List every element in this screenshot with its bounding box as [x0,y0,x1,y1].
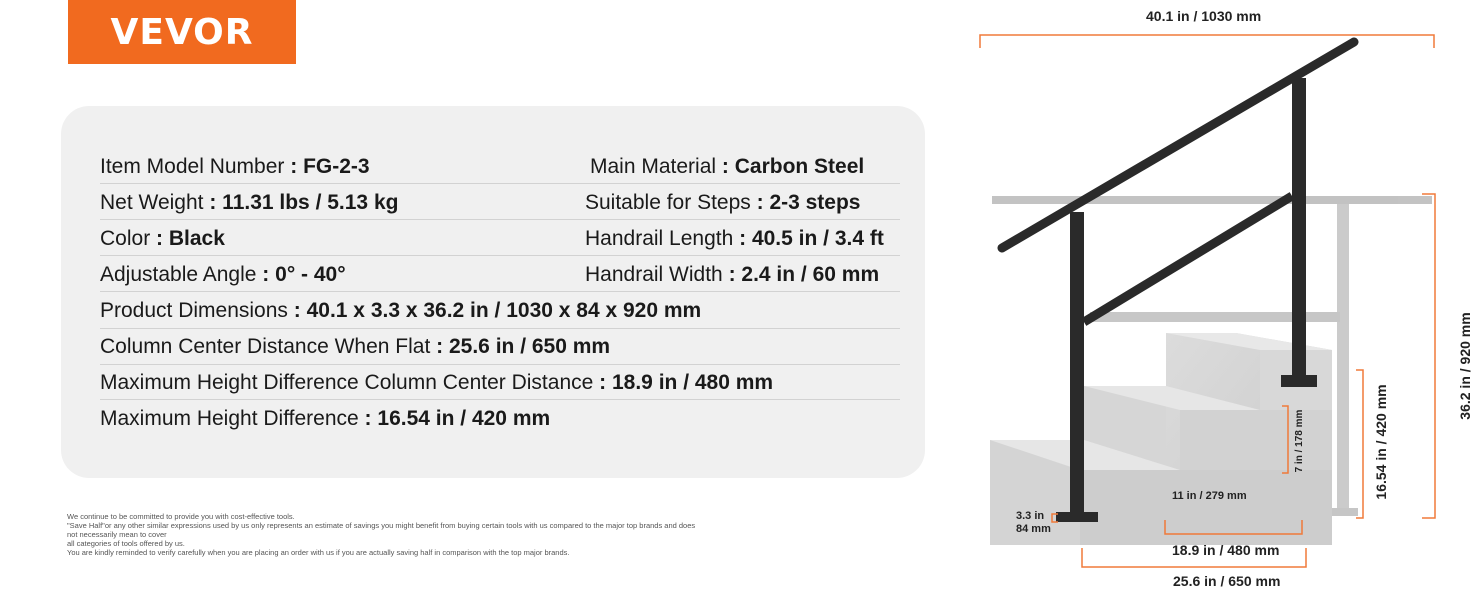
spec-handrail-width: Handrail Width : 2.4 in / 60 mm [585,263,880,286]
divider [100,291,900,292]
spec-angle: Adjustable Angle : 0° - 40° [100,263,346,286]
disclaimer [67,512,847,557]
spec-weight: Net Weight : 11.31 lbs / 5.13 kg [100,191,399,214]
disclaimer-line: You are kindly reminded to verify carefully when you are placing an order with us if you are actually saving half in comparison with the top major brands. [67,548,570,557]
spec-handrail-length: Handrail Length : 40.5 in / 3.4 ft [585,227,884,250]
spec-column-distance: Column Center Distance When Flat : 25.6 in / 650 mm [100,335,611,358]
angled-distance-label: 18.9 in / 480 mm [1172,542,1280,558]
logo-text: VEVOR [110,11,254,53]
spec-model: Item Model Number : FG-2-3 [100,155,370,178]
step-depth-label: 11 in / 279 mm [1172,490,1247,502]
base-width-label: 3.3 in 84 mm [1016,510,1051,535]
step-rise-label: 7 in / 178 mm [1294,409,1305,473]
disclaimer-line: not necessarily mean to cover [67,530,167,539]
total-length-label: 40.1 in / 1030 mm [1146,8,1262,24]
spec-max-height: Maximum Height Difference : 16.54 in / 420 mm [100,407,551,430]
spec-dimensions: Product Dimensions : 40.1 x 3.3 x 36.2 in / 1030 x 84 x 920 mm [100,299,702,322]
spec-max-height-column-distance: Maximum Height Difference Column Center Distance : 18.9 in / 480 mm [100,371,774,394]
max-height-diff-label: 16.54 in / 420 mm [1373,384,1389,500]
handrail-diagram [960,0,1473,600]
spec-steps: Suitable for Steps : 2-3 steps [585,191,861,214]
divider [100,183,900,184]
spec-color: Color : Black [100,227,225,250]
divider [100,219,900,220]
disclaimer-line: "Save Half"or any other similar expressions used by us only represents an estimate of savings you might benefit from buying certain tools with us compared to the major top brands and does [67,521,696,530]
spec-material: Main Material : Carbon Steel [590,155,865,178]
total-height-label: 36.2 in / 920 mm [1457,312,1473,420]
divider [100,255,900,256]
divider [100,328,900,329]
flat-distance-label: 25.6 in / 650 mm [1173,573,1281,589]
vevor-logo [68,0,296,64]
disclaimer-line: We continue to be committed to provide you with cost-effective tools. [67,512,295,521]
divider [100,399,900,400]
divider [100,364,900,365]
disclaimer-line: all categories of tools offered by us. [67,539,185,548]
